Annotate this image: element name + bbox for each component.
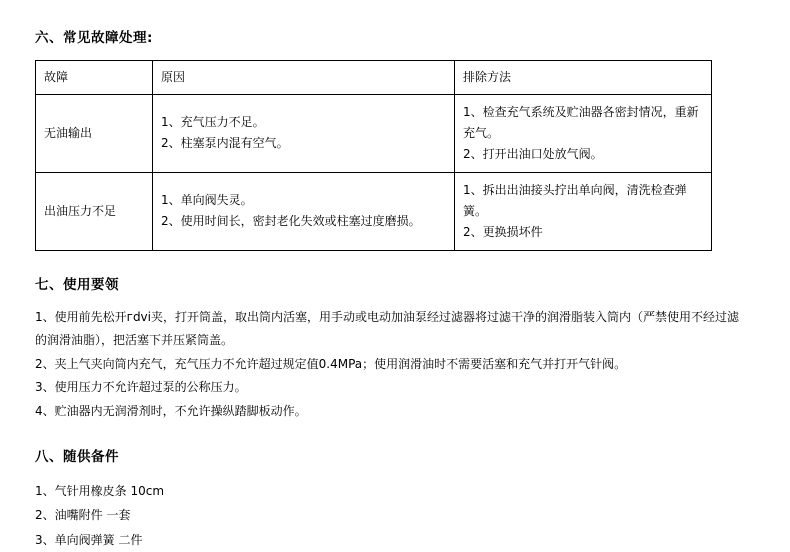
remedy-line: 充气。	[463, 125, 500, 140]
cause-line: 2、柱塞泵内混有空气。	[161, 136, 289, 151]
table-cell-cause	[153, 172, 455, 250]
fault-handling-table	[35, 60, 712, 251]
table-header-row	[36, 60, 712, 94]
remedy-line: 2、打开出油口处放气阀。	[463, 146, 603, 161]
list-item	[35, 376, 755, 399]
table-header-remedy: 排除方法	[455, 60, 712, 94]
table-row	[36, 94, 712, 172]
table-header-fault: 故障	[36, 60, 153, 94]
usage-line: 1、使用前先松开гdvi夹，打开筒盖，取出筒内活塞，用手动或电动加油泵经过滤器将过滤干净的润滑脂装入筒内（严禁使用不经过滤	[35, 310, 739, 325]
section-heading-parts: 八、随供备件	[35, 449, 119, 466]
table-cell-remedy	[455, 172, 712, 250]
usage-line: 的润滑油脂），把活塞下并压紧筒盖。	[35, 333, 234, 348]
section-heading-usage: 七、使用要领	[35, 276, 119, 293]
table-cell-cause	[153, 94, 455, 172]
usage-line: 4、贮油器内无润滑剂时，不允许操纵踏脚板动作。	[35, 403, 307, 418]
list-item: 2、油嘴附件 一套	[35, 508, 131, 523]
cause-line: 2、使用时间长，密封老化失效或柱塞过度磨损。	[161, 214, 421, 229]
usage-list	[35, 306, 755, 423]
list-item	[35, 353, 755, 376]
table-cell-fault: 出油压力不足	[36, 172, 153, 250]
section-heading-faults: 六、常见故障处理:	[35, 30, 153, 46]
cause-line: 1、单向阀失灵。	[161, 193, 253, 208]
table-cell-fault: 无油输出	[36, 94, 153, 172]
usage-line: 2、夹上气夹向筒内充气，充气压力不允许超过规定值0.4MPa；使用润滑油时不需要活塞和充气并打开气针阀。	[35, 356, 627, 371]
usage-line: 3、使用压力不允许超过泵的公称压力。	[35, 380, 247, 395]
cause-line: 1、充气压力不足。	[161, 115, 265, 130]
remedy-line: 2、更换损坏件	[463, 224, 543, 239]
list-item: 1、气针用橡皮条 10cm	[35, 483, 165, 498]
list-item: 3、单向阀弹簧 二件	[35, 532, 143, 547]
table-row	[36, 172, 712, 250]
remedy-line: 簧。	[463, 203, 488, 218]
spare-parts-list	[35, 479, 755, 552]
remedy-line: 1、检查充气系统及贮油器各密封情况，重新	[463, 104, 699, 119]
table-cell-remedy	[455, 94, 712, 172]
list-item	[35, 306, 755, 353]
remedy-line: 1、拆出出油接头拧出单向阀，清洗检查弹	[463, 182, 687, 197]
table-header-cause: 原因	[153, 60, 455, 94]
list-item	[35, 400, 755, 423]
